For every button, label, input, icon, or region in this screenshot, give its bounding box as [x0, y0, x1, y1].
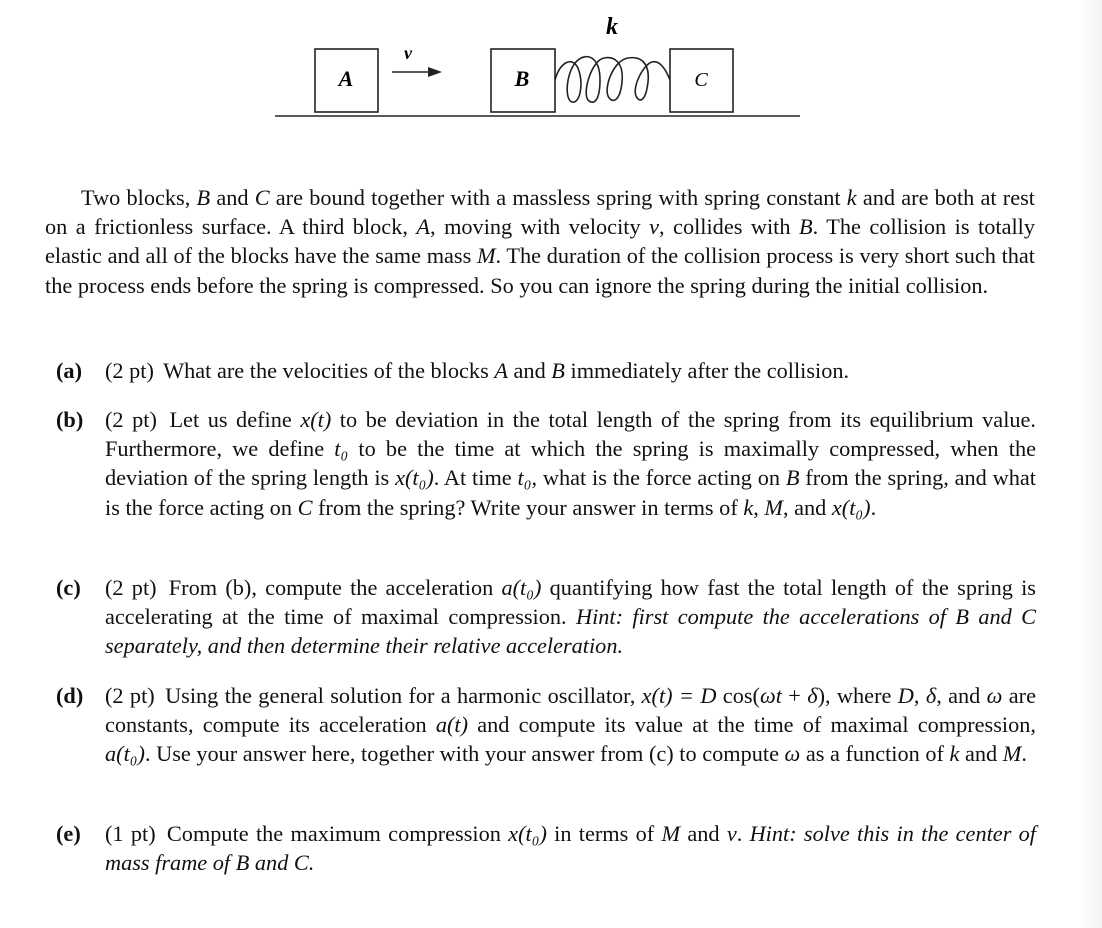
- collision-diagram: [0, 0, 1102, 140]
- part-a-label: (a): [56, 358, 82, 383]
- part-e-hint: Hint: solve this in the center of mass frame of B and C.: [105, 821, 1036, 876]
- part-b-text: (2 pt) Let us define x(t) to be deviation in the total length of the spring from its equilibrium value. Furthermore, we define t₀ to be the time at which the spring is maximally compressed, when the deviation of the spring length is x(t₀). At time t₀, what is the force acting on B from the spring, and what is the force acting on C from the spring? Write your answer in terms of k, M, and x(t₀).: [105, 407, 1037, 520]
- part-c-hint: Hint: first compute the accelerations of B and C separately, and then determine their relative acceleration.: [105, 604, 1036, 659]
- spring-coil: [555, 57, 670, 103]
- part-a-text: (2 pt) What are the velocities of the blocks A and B immediately after the collision.: [105, 358, 850, 383]
- part-e: [56, 819, 1036, 877]
- velocity-arrowhead: [428, 67, 442, 77]
- spring-constant-label: k: [606, 14, 618, 40]
- problem-intro: Two blocks, B and C are bound together with a massless spring with spring constant k and are both at rest on a frictionless surface. A third block, A, moving with velocity v, collides with B. The collision is totally elastic and all of the blocks have the same mass M. The duration of the collision process is very short such that the process ends before the spring is compressed. So you can ignore the spring during the initial collision.: [45, 185, 1036, 298]
- part-c-label: (c): [56, 575, 81, 600]
- part-e-label: (e): [56, 821, 81, 846]
- part-c-text: (2 pt) From (b), compute the acceleration a(t₀) quantifying how fast the total length of the spring is accelerating at the time of maximal compression. Hint: first compute the accelerations of B and C separately, and then determine their relative acceleration.: [105, 575, 1036, 659]
- block-a-label: A: [338, 66, 354, 91]
- part-d-label: (d): [56, 683, 84, 708]
- part-c: [56, 573, 1036, 661]
- block-b-label: B: [514, 66, 530, 91]
- velocity-label: v: [404, 43, 412, 63]
- block-c-label: C: [694, 69, 708, 91]
- part-d-text: (2 pt) Using the general solution for a harmonic oscillator, x(t) = D cos(ωt + δ), where D, δ, and ω are constants, compute its acceleration a(t) and compute its value at the time of maximal compression, a(t₀). Use your answer here, together with your answer from (c) to compute ω as a function of k and M.: [105, 683, 1036, 767]
- part-b: [56, 405, 1036, 522]
- part-a: [56, 356, 1036, 385]
- part-e-text: (1 pt) Compute the maximum compression x(t₀) in terms of M and v. Hint: solve this in the center of mass frame of B and C.: [105, 821, 1036, 876]
- part-d: [56, 681, 1036, 769]
- part-b-label: (b): [56, 407, 84, 432]
